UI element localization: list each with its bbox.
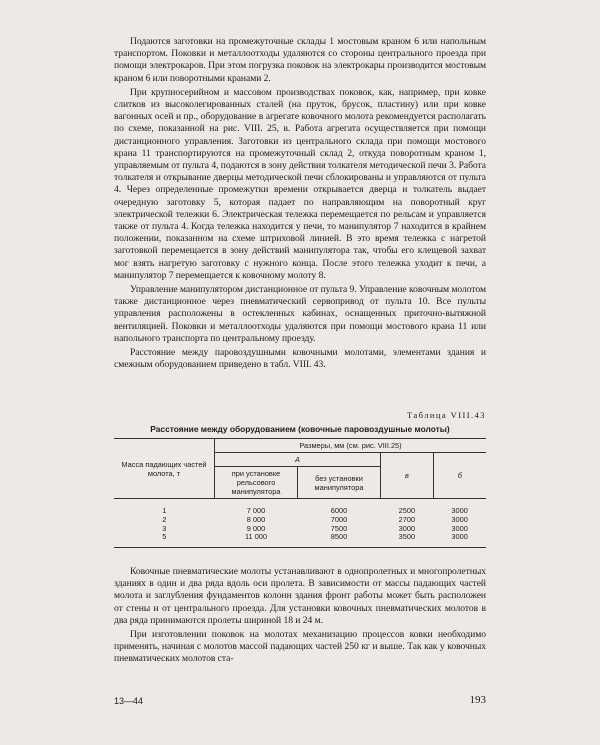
paragraph: Управление манипулятором дистанционное от пульта 9. Управление ковочным молотом также дистанционное через пневматический сервопривод от пульта 10. Все пульты управления расположены в остекленных кабинах, оснащенных приточно-вытяжной вентиляцией. Поковки и металлоотходы удаляются при помощи мостового крана 11 или напольного транспорта по центральному проезду. [114, 284, 486, 344]
body-text-top [114, 36, 486, 371]
signature-mark: 13—44 [114, 696, 144, 706]
table-title: Расстояние между оборудованием (ковочные паровоздушные молоты) [150, 424, 450, 434]
header-mass: Масса падающих частей молота, т [114, 439, 215, 499]
header-b: в [381, 453, 434, 499]
paragraph: Ковочные пневматические молоты устанавливают в однопролетных и многопролетных зданиях в один и два ряда вдоль оси пролета. В зависимости от массы падающих частей молота и заглубления фундаментов колонн здания фронт работы может быть расположен от стены и от центрального проезда. Для установки ковочных пневматических молотов в два ряда принимаются пролеты шириной 18 и 24 м. [114, 566, 486, 626]
header-a: А [215, 453, 381, 467]
header-c: б [433, 453, 486, 499]
paragraph: При крупносерийном и массовом производствах поковок, как, например, при ковке слитков из высоколегированных сталей (на пруток, брусок, пластину) или при ковке вагонных осей и пр., оборудование в агрегате ковочного молота рекомендуется располагать по схеме, показанной на рис. VIII. 25, в. Работа агрегата осуществляется при помощи дистанционного управления. Заготовки из центрального склада при помощи мостового крана 11 транспортируются на промежуточный склад 2, откуда поворотным краном 1, управляемым от пульта 4, подаются в зону действия толкателя методической печи 3. Работа толкателя и открывание дверцы методической печи сблокированы и управляются от пульта 4. Через определенные промежутки времени открывается дверца и толкатель выдает очередную заготовку 5, которая падает по направляющим на поворотный круг электрической тележки 6. Электрическая тележка перемещается по рельсам и управляется также от пульта 4. Когда тележка находится у печи, то манипулятор 7 находится в крайнем положении, показанном на схеме штриховой линией. В это время тележка с нагретой заготовкой перемещается в зону действий манипулятора так, чтобы его клещевой захват мог взять нагретую заготовку с нужного конца. После этого тележка уходит к печи, а манипулятор 7 перемещается к ковочному молоту 8. [114, 86, 486, 281]
table-row: 3 9 000 7500 3000 3000 [162, 523, 468, 533]
header-a1: при установке рельсового манипулятора [215, 467, 298, 499]
distance-table [114, 438, 486, 548]
body-text-bottom [114, 566, 486, 666]
table-row: 2 8 000 7000 2700 3000 [162, 514, 468, 524]
page-number: 193 [469, 694, 486, 706]
header-sizes: Размеры, мм (см. рис. VIII.25) [215, 439, 487, 453]
paragraph: Подаются заготовки на промежуточные склады 1 мостовым краном 6 или напольным транспортом. Поковки и металлоотходы удаляются со стороны центрального проезда при помощи электрокаров. При этом погрузка поковок на электрокары производится мостовым краном 6 или поворотными кранами 2. [114, 36, 486, 84]
table-row: 1 7 000 6000 2500 3000 [162, 506, 468, 515]
paragraph: При изготовлении поковок на молотах механизацию процессов ковки необходимо применять, начиная с молотов массой падающих частей 250 кг и выше. Так как у ковочных пневматических молотов ста- [114, 629, 486, 665]
header-a2: без установки манипулятора [298, 467, 381, 499]
table-row: 5 11 000 8500 3500 3000 [114, 533, 486, 547]
table-number: Таблица VIII.43 [407, 410, 486, 420]
paragraph: Расстояние между паровоздушными ковочными молотами, элементами здания и смежным оборудованием приведено в табл. VIII. 43. [114, 347, 486, 371]
